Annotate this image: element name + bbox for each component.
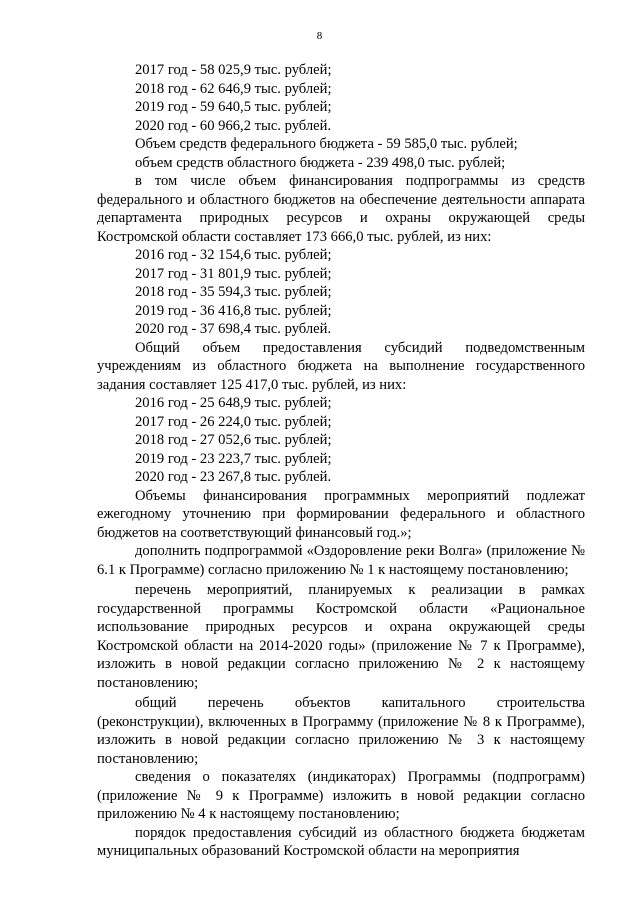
- year-line: 2019 год - 59 640,5 тыс. рублей;: [135, 99, 332, 115]
- federal-budget-line: Объем средств федерального бюджета - 59 585,0 тыс. рублей;: [135, 136, 518, 152]
- year-line: 2016 год - 25 648,9 тыс. рублей;: [135, 395, 332, 411]
- year-line: 2017 год - 26 224,0 тыс. рублей;: [135, 413, 332, 430]
- paragraph-construction-objects: общий перечень объектов капитального строительства (реконструкции), включенных в Программу (приложение № 8 к Программе), изложить в новой редакции согласно приложению № 3 к настоящему постановлению;: [97, 695, 585, 767]
- year-line: 2018 год - 35 594,3 тыс. рублей;: [135, 284, 332, 300]
- paragraph-volga-subprogram: дополнить подпрограммой «Оздоровление реки Волга» (приложение № 6.1 к Программе) согласно приложению № 1 к настоящему постановлению;: [97, 543, 585, 578]
- document-body: [97, 61, 585, 861]
- year-line: 2020 год - 60 966,2 тыс. рублей.: [135, 117, 332, 134]
- year-line: 2018 год - 62 646,9 тыс. рублей;: [135, 80, 332, 97]
- page-number: 8: [316, 30, 323, 42]
- year-line: 2020 год - 23 267,8 тыс. рублей.: [135, 469, 332, 485]
- subsidies-paragraph: Общий объем предоставления субсидий подведомственным учреждениям из областного бюджета на выполнение государственного задания составляет 125 417,0 тыс. рублей, из них:: [97, 339, 585, 393]
- year-line: 2017 год - 31 801,9 тыс. рублей;: [135, 265, 332, 282]
- year-line: 2019 год - 23 223,7 тыс. рублей;: [135, 450, 332, 467]
- paragraph-subsidies-procedure: порядок предоставления субсидий из областного бюджета бюджетам муниципальных образований Костромской области на мероприятия: [97, 824, 585, 859]
- regional-budget-line: объем средств областного бюджета - 239 498,0 тыс. рублей;: [135, 154, 506, 171]
- year-line: 2016 год - 32 154,6 тыс. рублей;: [135, 247, 332, 263]
- year-line: 2020 год - 37 698,4 тыс. рублей.: [135, 321, 332, 337]
- year-line: 2018 год - 27 052,6 тыс. рублей;: [135, 432, 332, 448]
- year-line: 2019 год - 36 416,8 тыс. рублей;: [135, 302, 332, 319]
- department-funding-paragraph: в том числе объем финансирования подпрограммы из средств федерального и областного бюджетов на обеспечение деятельности аппарата департамента природных ресурсов и охраны окружающей среды Костромской области составляет 173 666,0 тыс. рублей, из них:: [97, 173, 585, 245]
- paragraph-activities-list: перечень мероприятий, планируемых к реализации в рамках государственной программы Костромской области «Рациональное использование природных ресурсов и охрана окружающей среды Костромской области на 2014-2020 годы» (приложение № 7 к Программе), изложить в новой редакции согласно приложению № 2 к настоящему постановлению;: [97, 582, 585, 691]
- paragraph-indicators: сведения о показателях (индикаторах) Программы (подпрограмм) (приложение № 9 к Программе) изложить в новой редакции согласно приложению № 4 к настоящему постановлению;: [97, 769, 585, 822]
- year-line: 2017 год - 58 025,9 тыс. рублей;: [135, 62, 332, 78]
- paragraph-financing-adjustment: Объемы финансирования программных мероприятий подлежат ежегодному уточнению при формировании федерального и областного бюджетов на соответствующий финансовый год.»;: [97, 487, 585, 541]
